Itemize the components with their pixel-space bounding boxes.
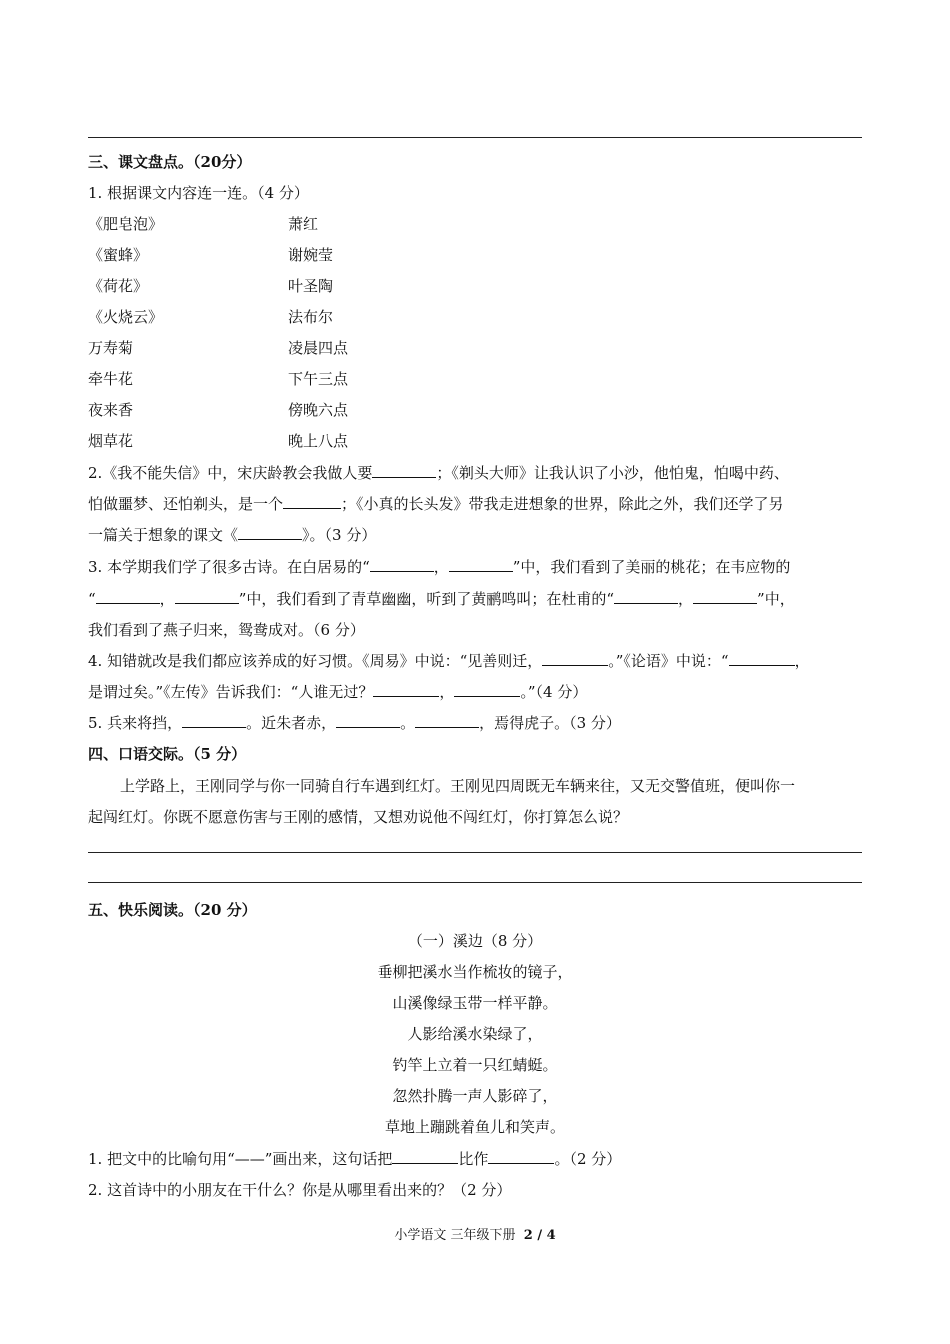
q4-blank-1[interactable] xyxy=(542,651,608,666)
section-3-heading: 三、课文盘点。（20分） xyxy=(88,153,252,171)
match-left-4: 《火烧云》 xyxy=(88,308,164,326)
poem-line-5: 忽然扑腾一声人影碎了， xyxy=(392,1087,558,1105)
match-left-7: 夜来香 xyxy=(88,401,134,419)
q2-blank-1[interactable] xyxy=(372,463,436,478)
reading-q2: 2. 这首诗中的小朋友在干什么？你是从哪里看出来的？（2 分） xyxy=(88,1181,512,1199)
answer-line-2[interactable] xyxy=(88,882,862,883)
q3-blank-6[interactable] xyxy=(693,589,757,604)
page-number: 2 / 4 xyxy=(523,1228,556,1243)
section-5-heading: 五、快乐阅读。（20 分） xyxy=(88,901,257,919)
match-right-7: 傍晚六点 xyxy=(288,401,349,419)
q4-blank-3[interactable] xyxy=(373,682,439,697)
q2-line-3: 一篇关于想象的课文《 》。（3 分） xyxy=(88,526,377,544)
q5-blank-3[interactable] xyxy=(415,713,479,728)
q3-line-2: “ ， ”中，我们看到了青草幽幽，听到了黄鹂鸣叫；在杜甫的“ ， ”中， xyxy=(88,590,795,608)
q4-line-2: 是谓过矣。”《左传》告诉我们：“人谁无过？ ， 。”（4 分） xyxy=(88,683,588,701)
q3-blank-1[interactable] xyxy=(370,557,434,572)
match-left-1: 《肥皂泡》 xyxy=(88,215,164,233)
q5-blank-1[interactable] xyxy=(182,713,246,728)
match-right-3: 叶圣陶 xyxy=(288,277,334,295)
poem-line-2: 山溪像绿玉带一样平静。 xyxy=(392,994,558,1012)
poem-line-4: 钓竿上立着一只红蜻蜓。 xyxy=(392,1056,558,1074)
match-right-6: 下午三点 xyxy=(288,370,349,388)
q3-blank-5[interactable] xyxy=(614,589,678,604)
q4-blank-4[interactable] xyxy=(454,682,520,697)
q3-line-1: 3. 本学期我们学了很多古诗。在白居易的“ ， ”中，我们看到了美丽的桃花；在韦应物的 xyxy=(88,558,791,576)
reading-q1-blank-2[interactable] xyxy=(488,1149,554,1164)
section-4-paragraph-2: 起闯红灯。你既不愿意伤害与王刚的感情，又想劝说他不闯红灯，你打算怎么说？ xyxy=(88,808,629,826)
q2-line-1: 2.《我不能失信》中，宋庆龄教会我做人要 ；《剃头大师》让我认识了小沙，他怕鬼，怕喝中药、 xyxy=(88,464,789,482)
match-right-1: 萧红 xyxy=(288,215,319,233)
q2-blank-2[interactable] xyxy=(283,494,341,509)
poem-line-3: 人影给溪水染绿了， xyxy=(407,1025,543,1043)
q3-blank-4[interactable] xyxy=(175,589,239,604)
match-left-8: 烟草花 xyxy=(88,432,134,450)
poem-line-1: 垂柳把溪水当作梳妆的镜子， xyxy=(377,963,573,981)
section-4-paragraph-1: 上学路上，王刚同学与你一同骑自行车遇到红灯。王刚见四周既无车辆来往，又无交警值班，便叫你一 xyxy=(120,777,796,795)
poem-title: （一）溪边（8 分） xyxy=(407,932,543,950)
q4-blank-2[interactable] xyxy=(729,651,795,666)
match-left-3: 《荷花》 xyxy=(88,277,149,295)
match-left-5: 万寿菊 xyxy=(88,339,134,357)
section-4-heading: 四、口语交际。（5 分） xyxy=(88,745,247,763)
top-rule xyxy=(88,137,862,138)
match-left-2: 《蜜蜂》 xyxy=(88,246,149,264)
q5-blank-2[interactable] xyxy=(336,713,400,728)
q2-blank-3[interactable] xyxy=(238,525,302,540)
page-footer: 小学语文 三年级下册 2 / 4 xyxy=(394,1228,556,1243)
reading-q1-blank-1[interactable] xyxy=(392,1149,458,1164)
match-right-8: 晚上八点 xyxy=(288,432,349,450)
poem-line-6: 草地上蹦跳着鱼儿和笑声。 xyxy=(384,1118,565,1136)
q4-line-1: 4. 知错就改是我们都应该养成的好习惯。《周易》中说：“见善则迁， 。”《论语》中说：“ ， xyxy=(88,652,810,670)
q5-line: 5. 兵来将挡， 。近朱者赤， 。 ，焉得虎子。（3 分） xyxy=(88,714,621,732)
q1-prompt: 1. 根据课文内容连一连。（4 分） xyxy=(88,184,309,202)
q2-line-2: 怕做噩梦、还怕剃头，是一个 ；《小真的长头发》带我走进想象的世界，除此之外，我们还学了另 xyxy=(88,495,784,513)
match-left-6: 牵牛花 xyxy=(88,370,134,388)
answer-line-1[interactable] xyxy=(88,852,862,853)
match-right-4: 法布尔 xyxy=(288,308,334,326)
match-right-2: 谢婉莹 xyxy=(288,246,334,264)
reading-q1: 1. 把文中的比喻句用“——”画出来，这句话把 比作 。（2 分） xyxy=(88,1150,622,1168)
q3-line-3: 我们看到了燕子归来，鸳鸯成对。（6 分） xyxy=(88,621,365,639)
match-right-5: 凌晨四点 xyxy=(288,339,349,357)
q3-blank-3[interactable] xyxy=(96,589,160,604)
q3-blank-2[interactable] xyxy=(449,557,513,572)
